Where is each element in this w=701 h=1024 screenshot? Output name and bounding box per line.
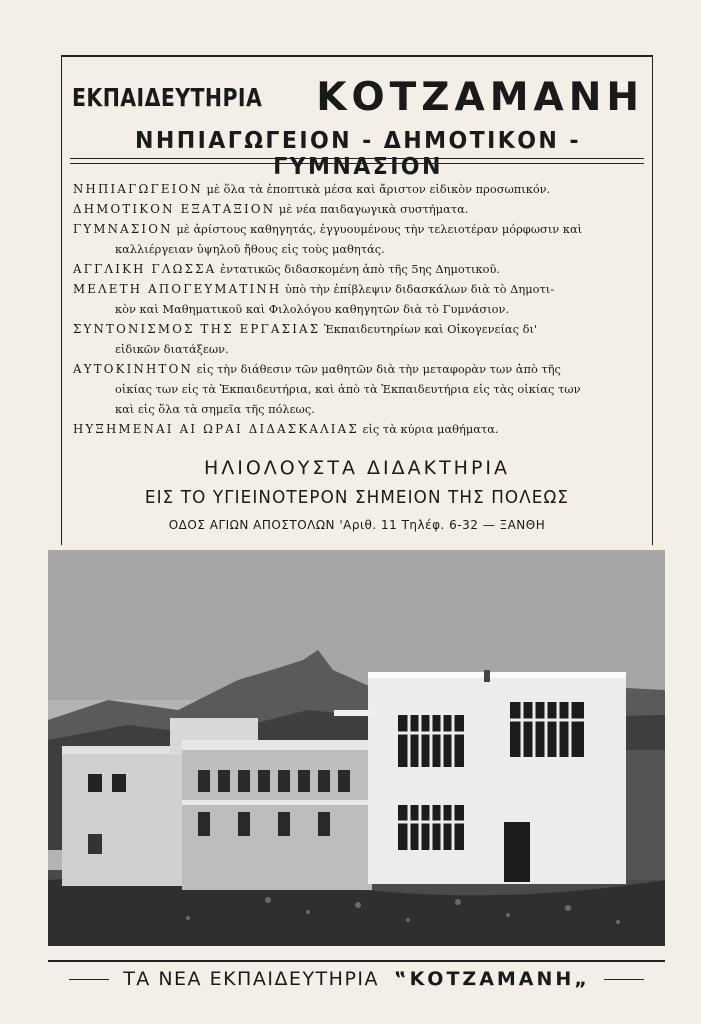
feature-gymnasium: ΓΥΜΝΑΣΙΟΝ μὲ ἀρίστους καθηγητάς, ἐγγυουμένους τὴν τελειοτέραν μόρφωσιν καὶ καλλιέργειαν ὑψηλοῦ ἤθους εἰς τοὺς μαθητάς. [73, 222, 583, 256]
feature-bus: ΑΥΤΟΚΙΝΗΤΟΝ εἰς τὴν διάθεσιν τῶν μαθητῶν διὰ τὴν μεταφορὰν των ἀπὸ τῆς οἰκίας των εἰς τὰ Ἐκπαιδευτήρια, καὶ ἀπὸ τὰ Ἐκπαιδευτήρια εἰς τὰς οἰκίας των καὶ εἰς ὅλα τὰ σημεῖα τῆς πόλεως. [73, 362, 581, 416]
right-dash [604, 979, 644, 980]
building-illustration [48, 550, 665, 946]
feature-hours: ΗΥΞΗΜΕΝΑΙ ΑΙ ΩΡΑΙ ΔΙΔΑΣΚΑΛΙΑΣ εἰς τὰ κύρια μαθήματα. [73, 422, 499, 436]
advertisement-frame [61, 55, 653, 545]
feature-english: ΑΓΓΛΙΚΗ ΓΛΩΣΣΑ ἐντατικῶς διδασκομένη ἀπὸ τῆς 5ης Δημοτικοῦ. [73, 262, 500, 276]
school-label: ΕΚΠΑΙΔΕΥΤΗΡΙΑ [72, 83, 263, 112]
footer-prefix: ΤΑ ΝΕΑ ΕΚΠΑΙΔΕΥΤΗΡΙΑ [123, 968, 379, 990]
location-tagline: ΕΙΣ ΤΟ ΥΓΙΕΙΝΟΤΕΡΟΝ ΣΗΜΕΙΟΝ ΤΗΣ ΠΟΛΕΩΣ [144, 487, 570, 508]
header-divider [70, 158, 644, 164]
school-name: ΚΟΤΖΑΜΑΝΗ [316, 75, 644, 120]
feature-study: ΜΕΛΕΤΗ ΑΠΟΓΕΥΜΑΤΙΝΗ ὑπὸ τὴν ἐπίβλεψιν διδασκάλων διὰ τὸ Δημοτι- κὸν καὶ Μαθηματικοῦ καὶ Φιλολόγου καθηγητῶν διὰ τὸ Γυμνάσιον. [73, 282, 555, 316]
school-building-photo [48, 550, 665, 946]
school-levels: ΝΗΠΙΑΓΩΓΕΙΟΝ - ΔΗΜΟΤΙΚΟΝ - ΓΥΜΝΑΣΙΟΝ [135, 128, 581, 180]
header-row [72, 75, 644, 121]
feature-primary: ΔΗΜΟΤΙΚΟΝ ΕΞΑΤΑΞΙΟΝ μὲ νέα παιδαγωγικὰ συστήματα. [73, 202, 469, 216]
feature-kindergarten: ΝΗΠΙΑΓΩΓΕΙΟΝ μὲ ὅλα τὰ ἐποπτικὰ μέσα καὶ ἄριστον εἰδικὸν προσωπικόν. [73, 182, 551, 196]
address-line: ΟΔΟΣ ΑΓΙΩΝ ΑΠΟΣΤΟΛΩΝ 'Αριθ. 11 Τηλέφ. 6-32 — ΞΑΝΘΗ [168, 518, 546, 532]
feature-coordination: ΣΥΝΤΟΝΙΣΜΟΣ ΤΗΣ ΕΡΓΑΣΙΑΣ Ἐκπαιδευτηρίων καὶ Οἰκογενείας δι' εἰδικῶν διατάξεων. [73, 322, 538, 356]
sunny-classrooms-heading: ΗΛΙΟΛΟΥΣΤΑ ΔΙΔΑΚΤΗΡΙΑ [203, 457, 511, 479]
footer-caption [48, 968, 665, 990]
left-dash [69, 979, 109, 980]
footer-divider [48, 960, 665, 962]
features-list [73, 179, 645, 439]
footer-brand: ‟ΚΟΤΖΑΜΑΝΗ„ [394, 968, 590, 990]
